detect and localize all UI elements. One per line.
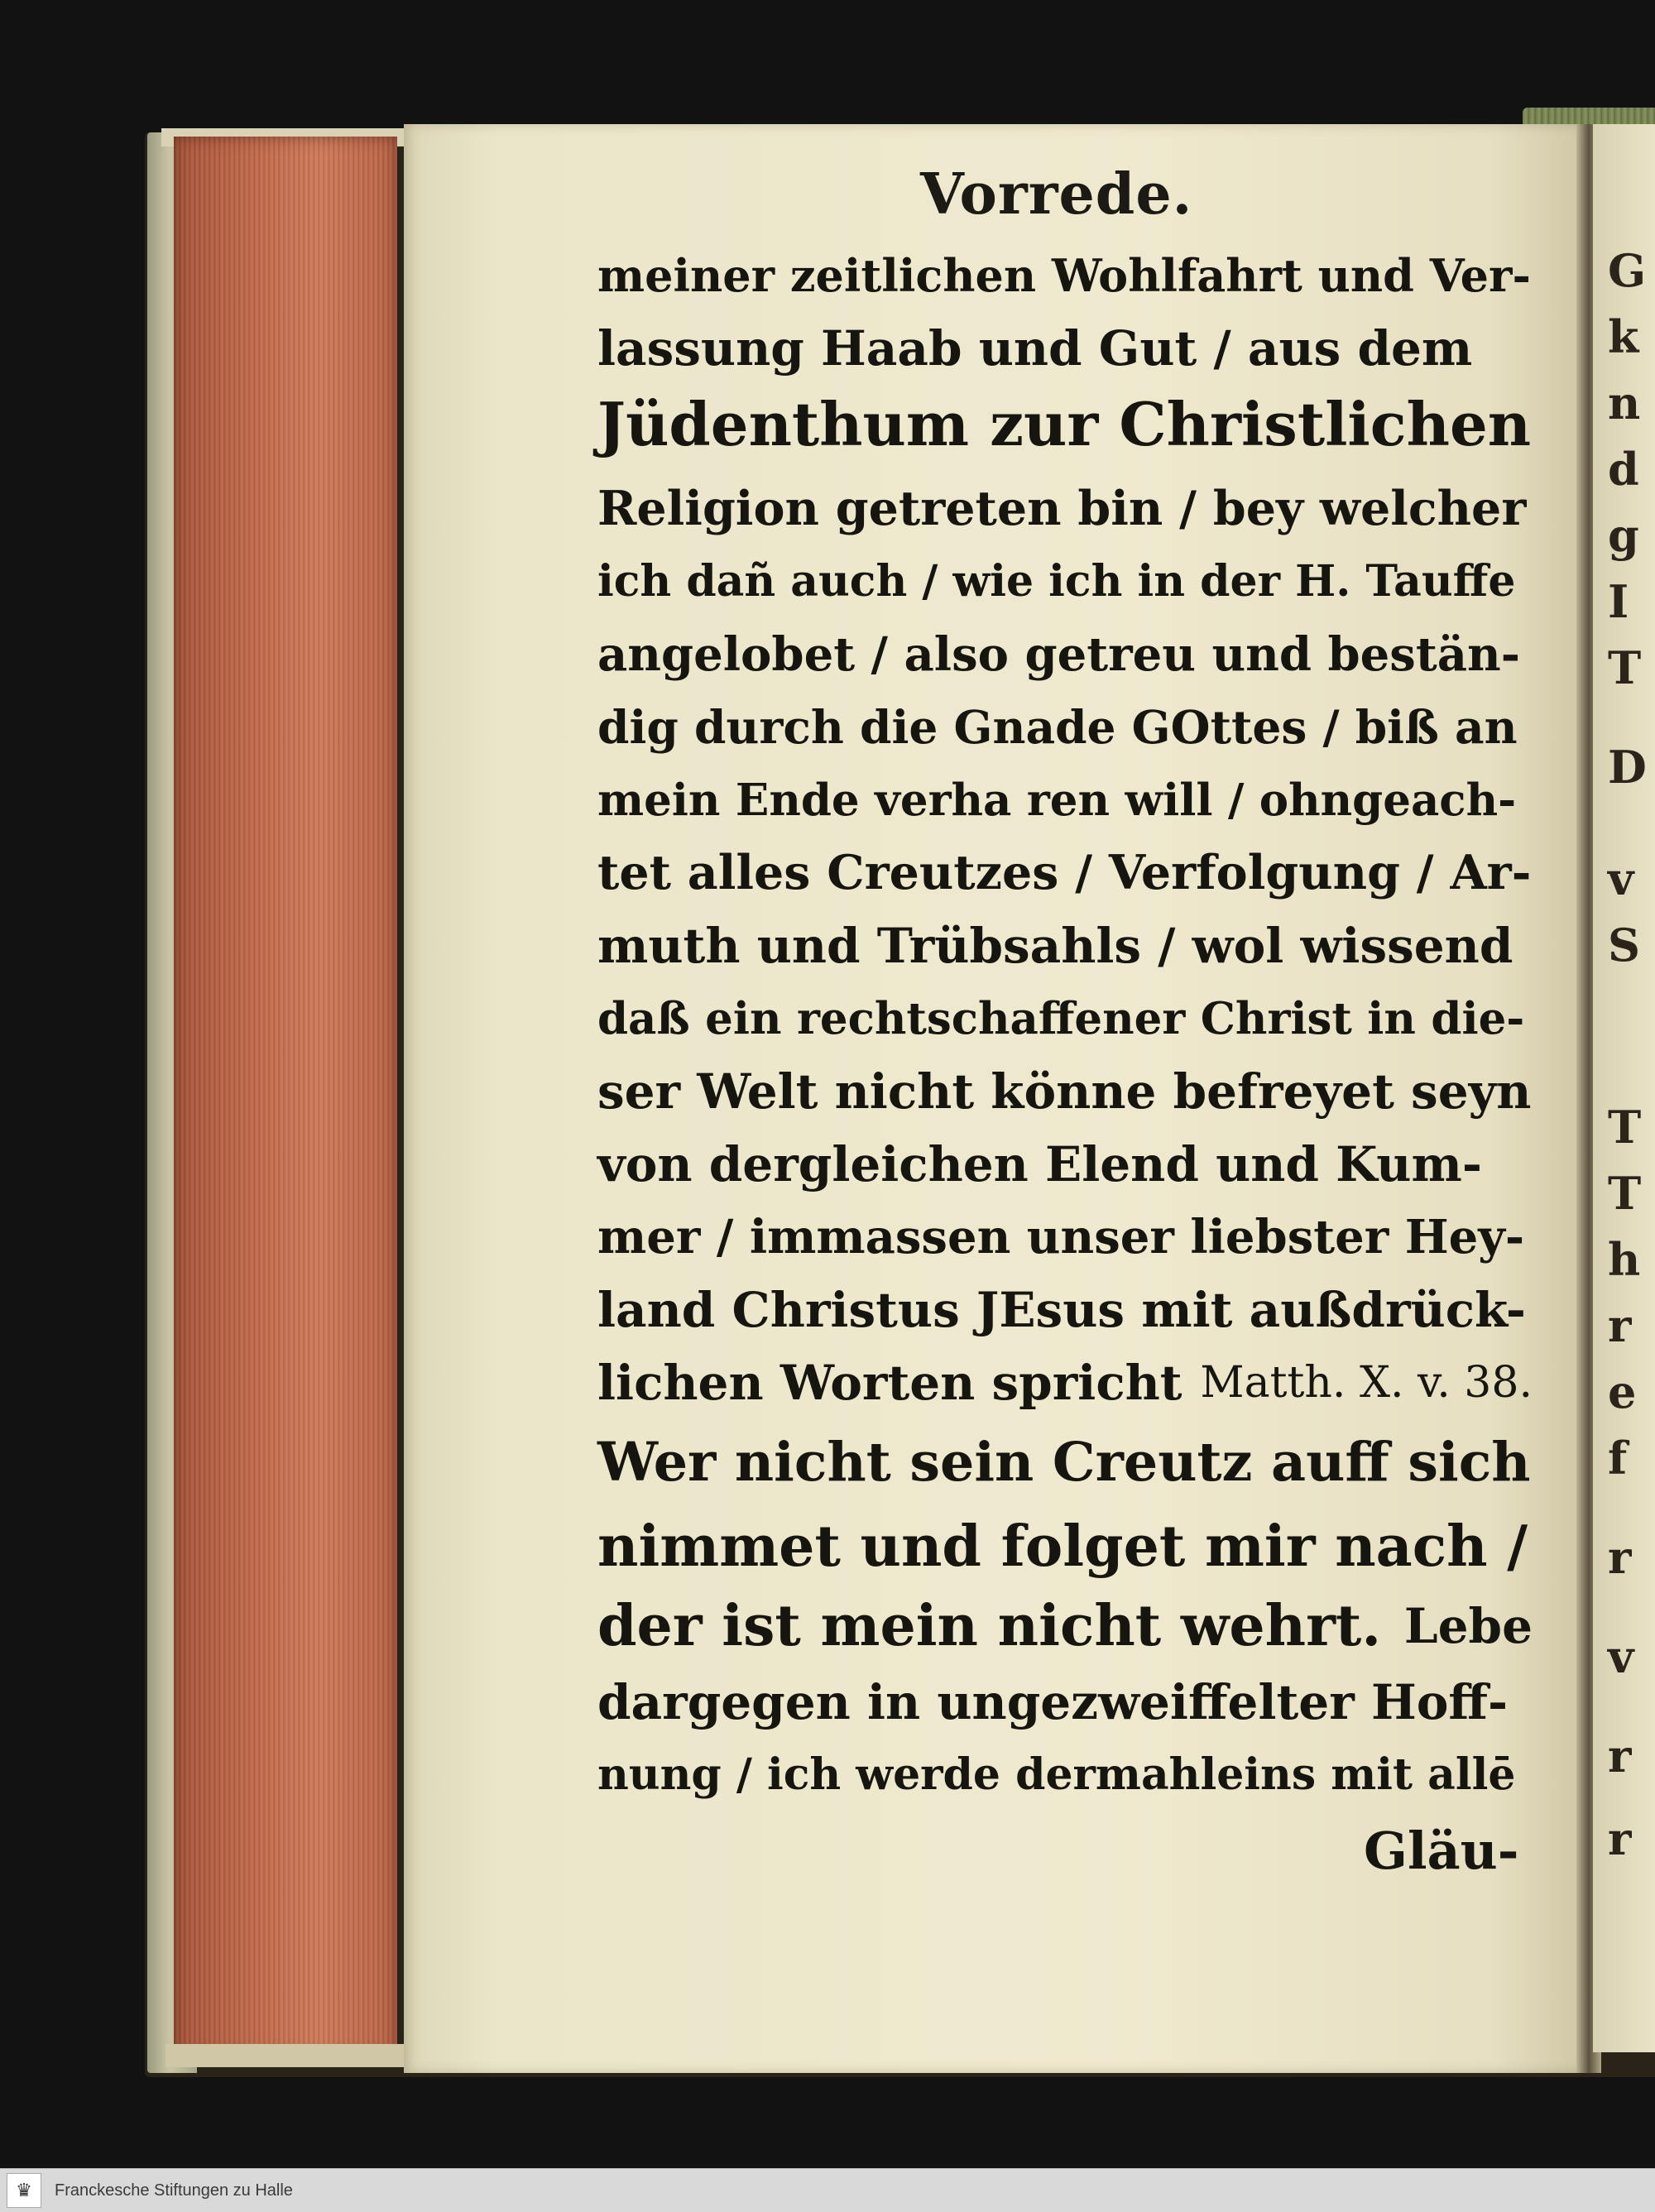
facing-page-fragment: D [1608, 741, 1647, 794]
footer-bar [0, 2168, 1655, 2212]
text-line [597, 1673, 1533, 1731]
facing-page-fragment: g [1608, 509, 1639, 562]
facing-page-fragment: e [1608, 1365, 1637, 1418]
facing-page-fragment: r [1608, 1812, 1632, 1865]
facing-page-fragment: T [1608, 641, 1642, 694]
text-line-content: tet alles Creutzes / Verfolgung / Ar- [597, 845, 1532, 900]
text-line [597, 1063, 1533, 1120]
facing-page-fragment: k [1608, 310, 1639, 363]
text-line [597, 771, 1533, 829]
text-line-tail: Lebe [1403, 1598, 1533, 1654]
text-line [597, 1587, 1533, 1665]
text-line [597, 480, 1533, 538]
facing-page-fragment: r [1608, 1299, 1632, 1352]
text-line [597, 990, 1533, 1048]
page-header: Vorrede. [920, 161, 1193, 228]
text-line [597, 844, 1533, 902]
text-line [597, 1746, 1533, 1804]
facing-page-fragment: r [1608, 1730, 1632, 1783]
text-line-content: land Christus JEsus mit außdrück- [597, 1282, 1526, 1338]
text-line [597, 1281, 1533, 1339]
institution-logo-icon: ♛ [7, 2173, 41, 2208]
text-line [597, 1135, 1533, 1193]
text-line-content: Wer nicht sein Creutz auff sich [597, 1431, 1531, 1494]
institution-name: Franckesche Stiftungen zu Halle [55, 2181, 293, 2200]
text-line [597, 917, 1533, 975]
bible-citation: Matth. X. v. 38. [1200, 1358, 1533, 1408]
text-line [597, 626, 1533, 684]
text-line-content: daß ein rechtschaffener Christ in die- [597, 993, 1525, 1044]
facing-page-fragment: h [1608, 1233, 1641, 1286]
page-stack-bottom [166, 2044, 414, 2067]
page-stack-edge [174, 137, 397, 2056]
text-line-content: muth und Trübsahls / wol wissend [597, 918, 1513, 974]
text-line-content: mer / immassen unser liebster Hey- [597, 1210, 1525, 1264]
text-line-content: Religion getreten bin / bey welcher [597, 481, 1527, 536]
facing-page-fragment: I [1608, 575, 1629, 628]
facing-page-fragment: v [1608, 852, 1634, 905]
facing-page-fragment: f [1608, 1432, 1628, 1485]
text-line [597, 1208, 1533, 1266]
facing-page-fragment: S [1608, 919, 1640, 972]
text-line-content: dargegen in ungezweiffelter Hoff- [597, 1674, 1509, 1730]
text-line [597, 319, 1533, 377]
text-line-content: Jüdenthum zur Christlichen [597, 389, 1532, 459]
text-line-content: mein Ende verha ren will / ohngeach- [597, 775, 1517, 826]
text-line [597, 553, 1533, 611]
text-line-content: angelobet / also getreu und bestän- [597, 627, 1520, 682]
facing-page-fragment: d [1608, 443, 1639, 496]
facing-page-fragment: r [1608, 1531, 1632, 1584]
facing-page [1593, 124, 1655, 2052]
text-line-content: nimmet und folget mir nach / [597, 1514, 1528, 1580]
facing-page-fragment: T [1608, 1101, 1642, 1154]
text-line-content: meiner zeitlichen Wohlfahrt und Ver- [597, 249, 1531, 302]
text-line-content: lichen Worten spricht [597, 1355, 1182, 1411]
text-line-content: nung / ich werde dermahleins mit allē [597, 1749, 1516, 1800]
text-line [597, 698, 1533, 756]
text-line-content: ich dañ auch / wie ich in der H. Tauffe [597, 556, 1516, 607]
text-line [597, 1423, 1533, 1501]
facing-page-fragment: n [1608, 377, 1641, 429]
facing-page-fragment: v [1608, 1630, 1634, 1683]
text-line-content: ser Welt nicht könne befreyet seyn [597, 1063, 1532, 1120]
text-line-content: der ist mein nicht wehrt. [597, 1593, 1382, 1659]
text-line [597, 1508, 1533, 1586]
text-line-content: dig durch die Gnade GOttes / biß an [597, 700, 1518, 754]
text-line [597, 386, 1533, 463]
facing-page-fragment: G [1608, 244, 1647, 297]
text-line [597, 247, 1533, 305]
catchword: Gläu- [1364, 1821, 1519, 1881]
facing-page-fragment: T [1608, 1167, 1642, 1220]
text-line-content: lassung Haab und Gut / aus dem [597, 320, 1473, 377]
text-line [597, 1354, 1533, 1412]
text-line-content: von dergleichen Elend und Kum- [597, 1136, 1482, 1192]
